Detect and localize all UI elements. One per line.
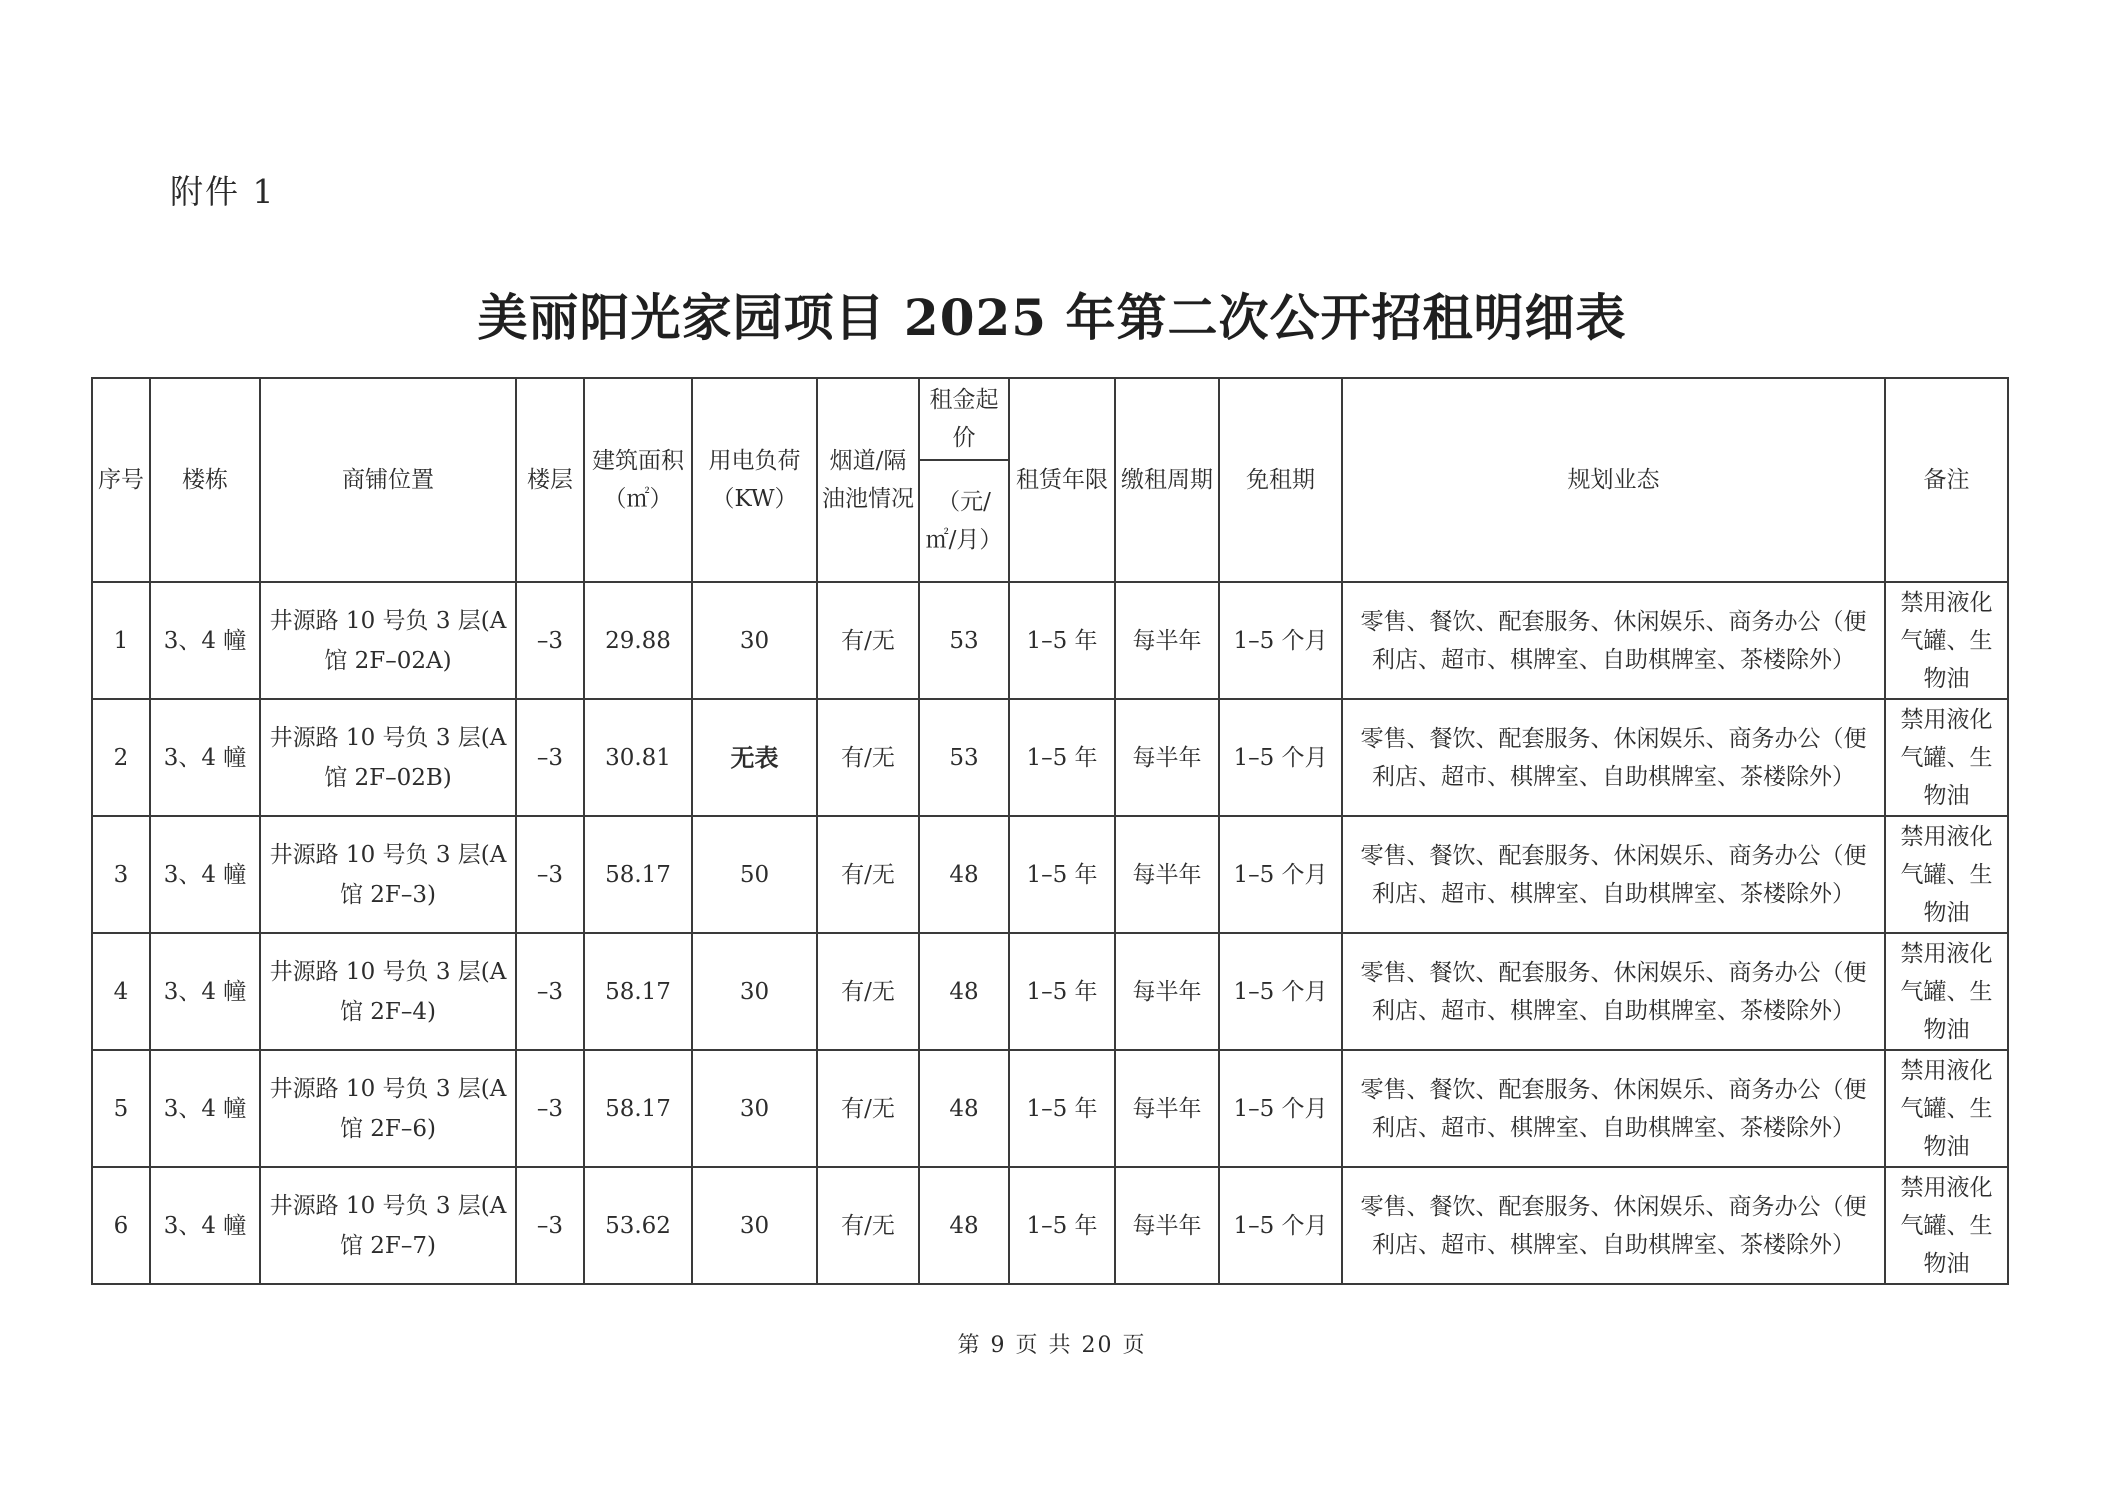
cell-floor: –3	[516, 816, 584, 933]
cell-floor: –3	[516, 933, 584, 1050]
cell-remarks: 禁用液化气罐、生物油	[1885, 582, 2008, 699]
cell-pay-cycle: 每半年	[1115, 816, 1219, 933]
cell-business: 零售、餐饮、配套服务、休闲娱乐、商务办公（便利店、超市、棋牌室、自助棋牌室、茶楼除外）	[1342, 1167, 1885, 1284]
cell-business: 零售、餐饮、配套服务、休闲娱乐、商务办公（便利店、超市、棋牌室、自助棋牌室、茶楼除外）	[1342, 816, 1885, 933]
cell-power: 30	[692, 1167, 817, 1284]
cell-floor: –3	[516, 699, 584, 816]
cell-area: 29.88	[584, 582, 692, 699]
cell-location: 井源路 10 号负 3 层(A 馆 2F–02B)	[260, 699, 516, 816]
cell-area: 30.81	[584, 699, 692, 816]
cell-location: 井源路 10 号负 3 层(A 馆 2F–3)	[260, 816, 516, 933]
header-rent-top: 租金起价	[919, 378, 1009, 460]
cell-free-period: 1–5 个月	[1219, 1050, 1342, 1167]
cell-business: 零售、餐饮、配套服务、休闲娱乐、商务办公（便利店、超市、棋牌室、自助棋牌室、茶楼除外）	[1342, 1050, 1885, 1167]
cell-flue: 有/无	[817, 1050, 919, 1167]
cell-location: 井源路 10 号负 3 层(A 馆 2F–7)	[260, 1167, 516, 1284]
cell-seq: 3	[92, 816, 150, 933]
cell-pay-cycle: 每半年	[1115, 933, 1219, 1050]
page-footer: 第 9 页 共 20 页	[957, 1333, 1147, 1358]
cell-free-period: 1–5 个月	[1219, 933, 1342, 1050]
table-row	[92, 933, 2008, 1050]
table-row	[92, 582, 2008, 699]
cell-power: 30	[692, 933, 817, 1050]
cell-building: 3、4 幢	[150, 582, 260, 699]
cell-building: 3、4 幢	[150, 1167, 260, 1284]
header-remarks: 备注	[1885, 378, 2008, 582]
cell-term: 1–5 年	[1009, 933, 1115, 1050]
cell-business: 零售、餐饮、配套服务、休闲娱乐、商务办公（便利店、超市、棋牌室、自助棋牌室、茶楼除外）	[1342, 699, 1885, 816]
cell-flue: 有/无	[817, 582, 919, 699]
cell-building: 3、4 幢	[150, 933, 260, 1050]
cell-pay-cycle: 每半年	[1115, 1050, 1219, 1167]
cell-flue: 有/无	[817, 816, 919, 933]
cell-remarks: 禁用液化气罐、生物油	[1885, 933, 2008, 1050]
header-floor: 楼层	[516, 378, 584, 582]
table-row	[92, 699, 2008, 816]
cell-area: 58.17	[584, 1050, 692, 1167]
cell-business: 零售、餐饮、配套服务、休闲娱乐、商务办公（便利店、超市、棋牌室、自助棋牌室、茶楼除外）	[1342, 933, 1885, 1050]
rental-table	[91, 377, 2009, 1285]
header-seq: 序号	[92, 378, 150, 582]
table-row	[92, 816, 2008, 933]
header-area: 建筑面积（㎡）	[584, 378, 692, 582]
cell-flue: 有/无	[817, 1167, 919, 1284]
cell-pay-cycle: 每半年	[1115, 582, 1219, 699]
cell-term: 1–5 年	[1009, 582, 1115, 699]
cell-rent: 48	[919, 1050, 1009, 1167]
cell-area: 58.17	[584, 816, 692, 933]
cell-term: 1–5 年	[1009, 1167, 1115, 1284]
cell-free-period: 1–5 个月	[1219, 699, 1342, 816]
cell-remarks: 禁用液化气罐、生物油	[1885, 1167, 2008, 1284]
header-pay-cycle: 缴租周期	[1115, 378, 1219, 582]
cell-free-period: 1–5 个月	[1219, 1167, 1342, 1284]
cell-free-period: 1–5 个月	[1219, 582, 1342, 699]
cell-floor: –3	[516, 1050, 584, 1167]
cell-flue: 有/无	[817, 699, 919, 816]
header-power: 用电负荷（KW）	[692, 378, 817, 582]
cell-remarks: 禁用液化气罐、生物油	[1885, 816, 2008, 933]
cell-term: 1–5 年	[1009, 1050, 1115, 1167]
cell-seq: 5	[92, 1050, 150, 1167]
cell-term: 1–5 年	[1009, 699, 1115, 816]
cell-seq: 2	[92, 699, 150, 816]
cell-business: 零售、餐饮、配套服务、休闲娱乐、商务办公（便利店、超市、棋牌室、自助棋牌室、茶楼除外）	[1342, 582, 1885, 699]
cell-floor: –3	[516, 582, 584, 699]
cell-rent: 53	[919, 699, 1009, 816]
cell-rent: 48	[919, 933, 1009, 1050]
document-title: 美丽阳光家园项目 2025 年第二次公开招租明细表	[477, 288, 1627, 347]
cell-building: 3、4 幢	[150, 816, 260, 933]
cell-power: 无表	[692, 699, 817, 816]
cell-remarks: 禁用液化气罐、生物油	[1885, 699, 2008, 816]
header-row	[92, 378, 2008, 460]
cell-building: 3、4 幢	[150, 1050, 260, 1167]
table-row	[92, 1167, 2008, 1284]
cell-seq: 4	[92, 933, 150, 1050]
header-building: 楼栋	[150, 378, 260, 582]
cell-seq: 6	[92, 1167, 150, 1284]
header-business: 规划业态	[1342, 378, 1885, 582]
cell-area: 58.17	[584, 933, 692, 1050]
header-rent-unit: （元/㎡/月）	[919, 460, 1009, 582]
cell-remarks: 禁用液化气罐、生物油	[1885, 1050, 2008, 1167]
header-location: 商铺位置	[260, 378, 516, 582]
cell-seq: 1	[92, 582, 150, 699]
header-flue: 烟道/隔油池情况	[817, 378, 919, 582]
cell-area: 53.62	[584, 1167, 692, 1284]
cell-flue: 有/无	[817, 933, 919, 1050]
header-term: 租赁年限	[1009, 378, 1115, 582]
cell-pay-cycle: 每半年	[1115, 1167, 1219, 1284]
table-row	[92, 1050, 2008, 1167]
cell-rent: 53	[919, 582, 1009, 699]
cell-power: 30	[692, 582, 817, 699]
cell-rent: 48	[919, 1167, 1009, 1284]
cell-floor: –3	[516, 1167, 584, 1284]
cell-power: 50	[692, 816, 817, 933]
cell-building: 3、4 幢	[150, 699, 260, 816]
cell-location: 井源路 10 号负 3 层(A 馆 2F–02A)	[260, 582, 516, 699]
annex-label: 附件 1	[170, 172, 276, 211]
header-free-period: 免租期	[1219, 378, 1342, 582]
cell-pay-cycle: 每半年	[1115, 699, 1219, 816]
cell-power: 30	[692, 1050, 817, 1167]
cell-location: 井源路 10 号负 3 层(A 馆 2F–4)	[260, 933, 516, 1050]
cell-rent: 48	[919, 816, 1009, 933]
cell-term: 1–5 年	[1009, 816, 1115, 933]
cell-free-period: 1–5 个月	[1219, 816, 1342, 933]
cell-location: 井源路 10 号负 3 层(A 馆 2F–6)	[260, 1050, 516, 1167]
